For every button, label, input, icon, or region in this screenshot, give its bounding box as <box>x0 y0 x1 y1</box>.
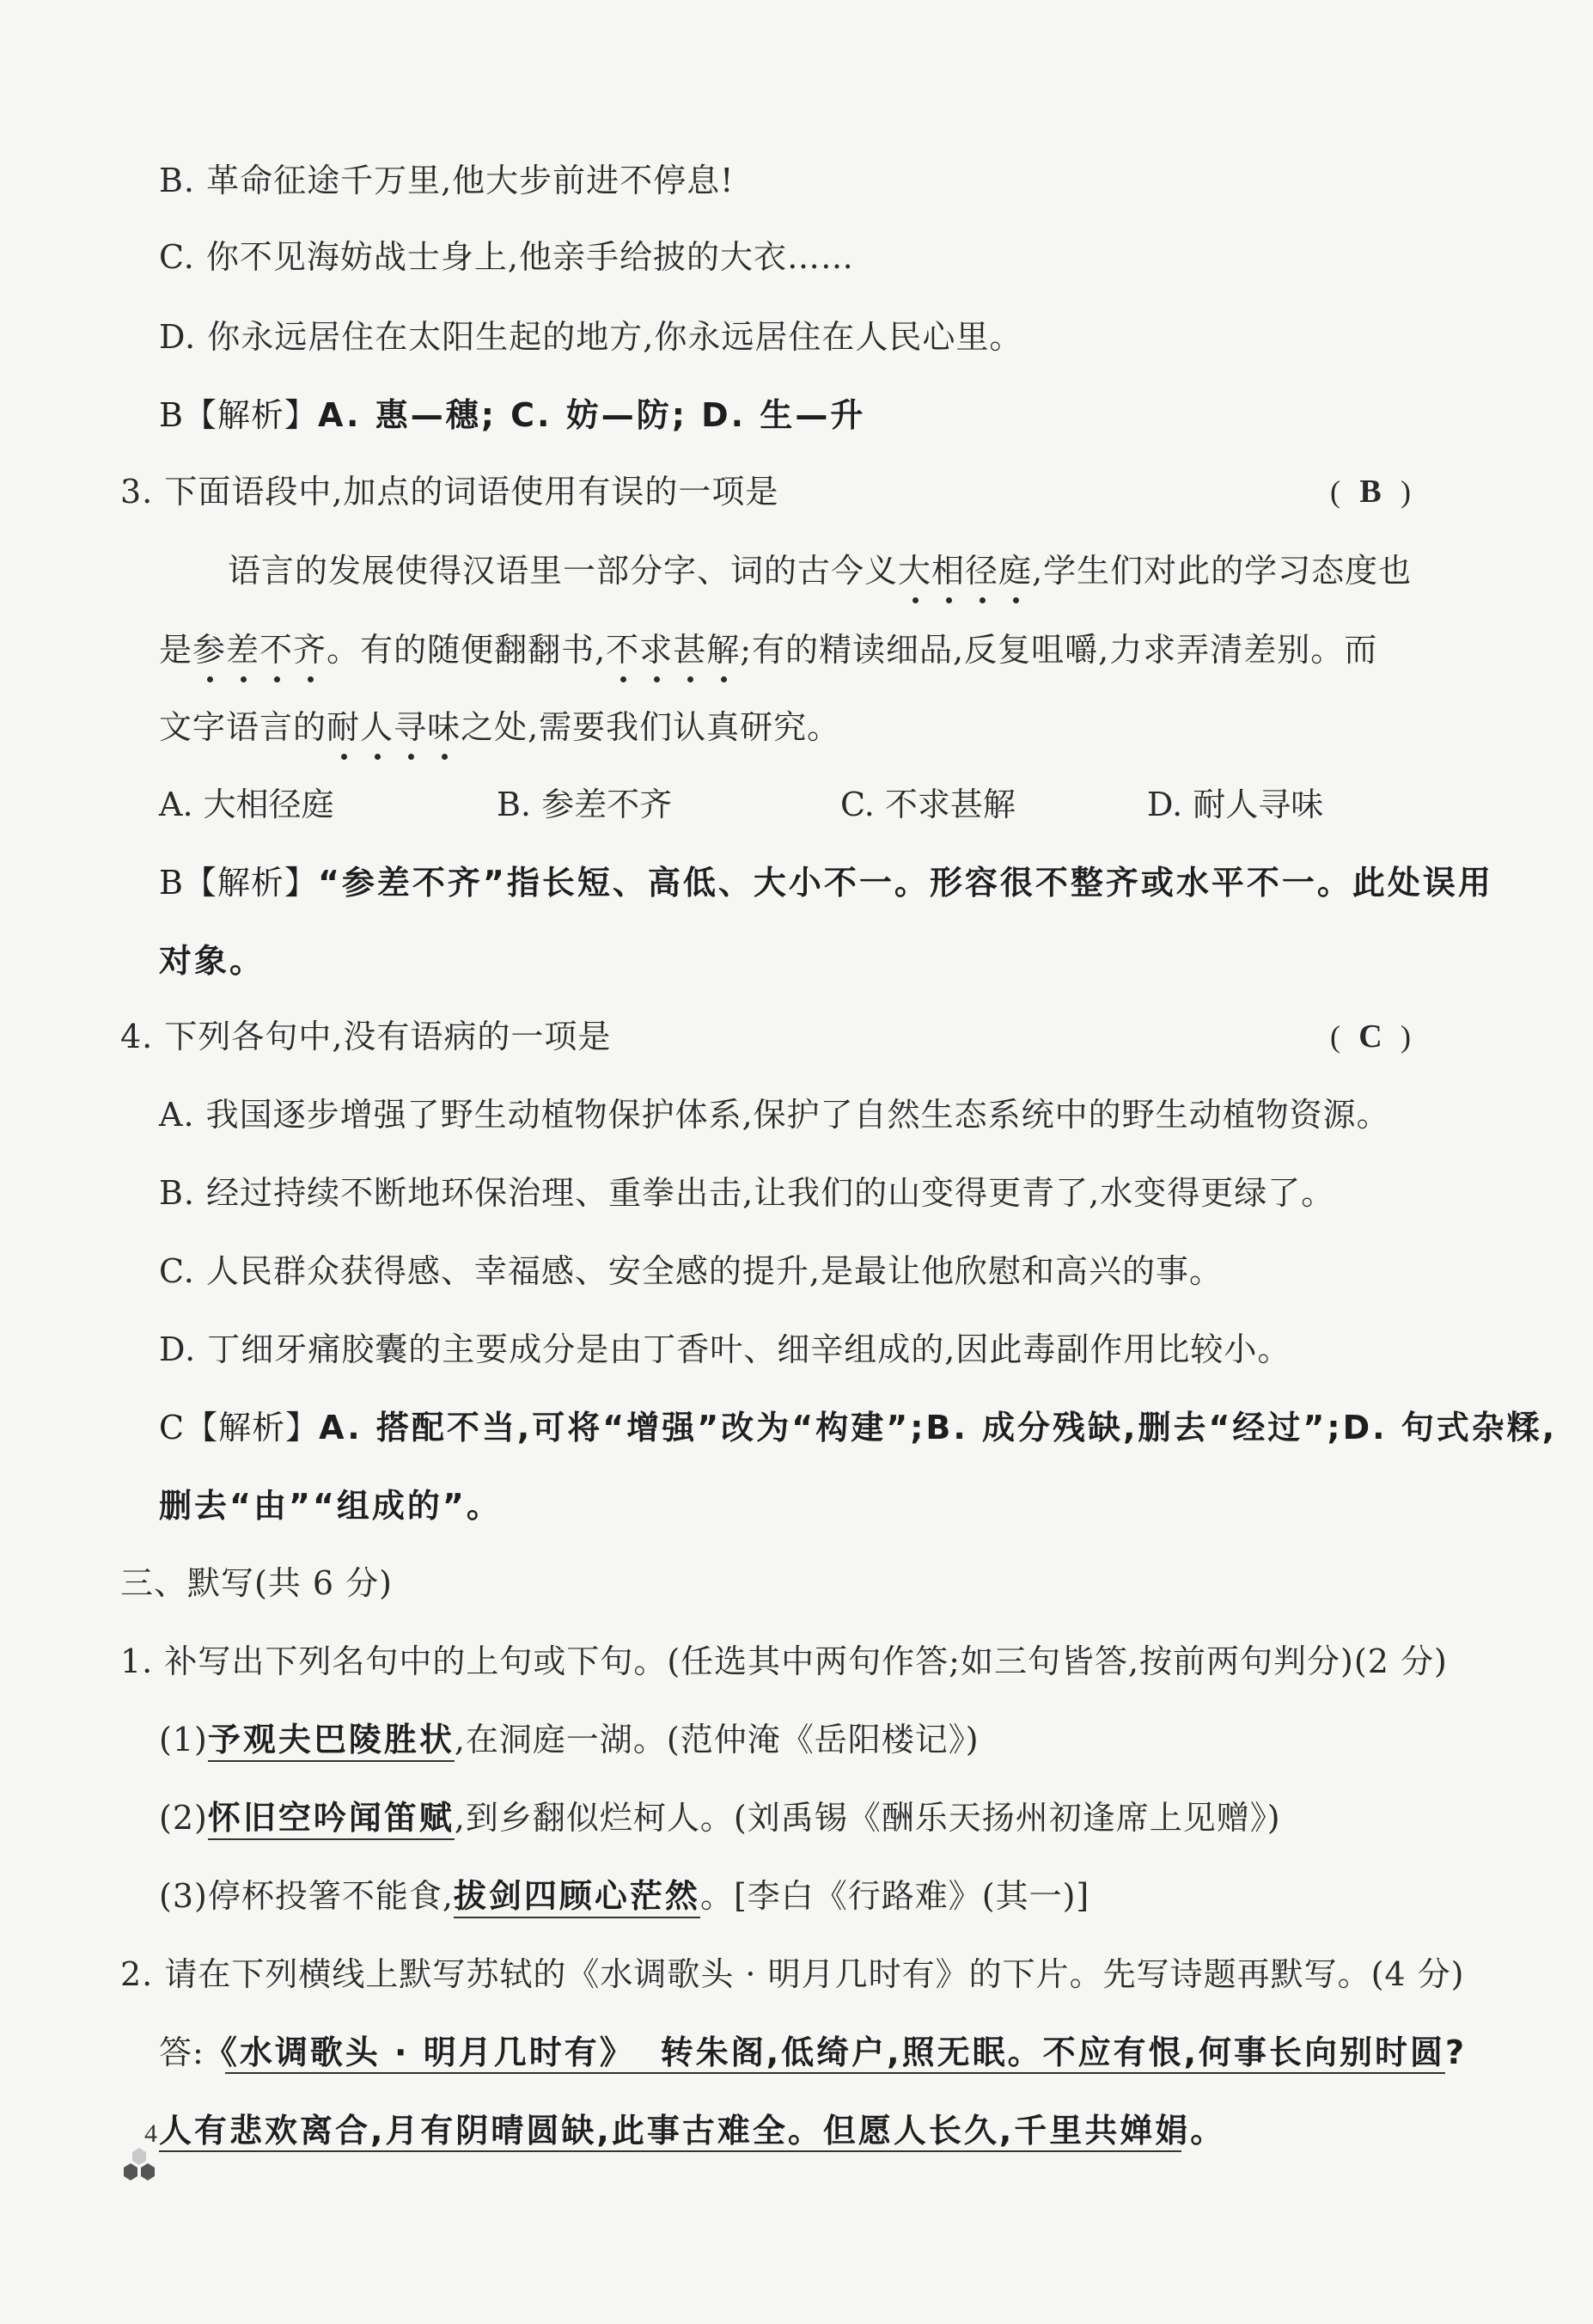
s3-q2-answer-title: 《水调歌头 · 明月几时有》 <box>204 2034 635 2071</box>
item-number: (1) <box>159 1721 208 1758</box>
q4-analysis-line1 <box>159 1407 1557 1448</box>
q4-analysis-label: C【解析】 <box>159 1409 320 1446</box>
emphasis-dot-char: 甚 <box>673 631 707 669</box>
s3-q2-answer-text-1: 转朱阁,低绮户,照无眠。不应有恨,何事长向别时圆? <box>660 2034 1468 2071</box>
q3-dotted-word-4 <box>327 708 461 746</box>
emphasis-dot-char: 齐 <box>293 631 327 669</box>
q3-para-text: 语言的发展使得汉语里一部分字、词的古今义 <box>228 552 899 590</box>
emphasis-dot-char: 差 <box>226 631 260 669</box>
item-number: (2) <box>159 1799 208 1837</box>
q2-analysis-label: B【解析】 <box>159 396 318 434</box>
q2-analysis-text: A. 惠—穗; C. 妨—防; D. 生—升 <box>317 396 866 434</box>
answer-label: 答: <box>159 2034 204 2071</box>
q3-answer-open: ( <box>1330 474 1340 509</box>
item-text: ,到乡翻似烂柯人。(刘禹锡《酬乐天扬州初逢席上见赠》) <box>454 1799 1281 1837</box>
s3-q2-question: 2. 请在下列横线上默写苏轼的《水调歌头 · 明月几时有》的下片。先写诗题再默写。(4 分) <box>120 1955 1465 1993</box>
emphasis-dot-char: 人 <box>360 708 394 746</box>
emphasis-dot-char: 径 <box>965 552 999 590</box>
emphasis-dot-char: 求 <box>639 631 674 669</box>
s3-q2-answer-line1 <box>159 2032 1467 2073</box>
q4-answer: C <box>1358 1018 1382 1055</box>
item-text: (3)停杯投箸不能食, <box>159 1877 454 1915</box>
q4-option-a: A. 我国逐步增强了野生动植物保护体系,保护了自然生态系统中的野生动植物资源。 <box>159 1096 1390 1134</box>
emphasis-dot-char: 庭 <box>998 552 1033 590</box>
s3-q1-item2 <box>159 1797 1281 1838</box>
emphasis-dot-char: 寻 <box>394 708 428 746</box>
q3-paragraph-line3 <box>159 706 840 748</box>
emphasis-dot-char: 味 <box>427 708 461 746</box>
emphasis-dot-char: 大 <box>898 552 932 590</box>
emphasis-dot-char: 耐 <box>327 708 361 746</box>
section3-title: 三、默写(共 6 分) <box>120 1564 393 1602</box>
q3-analysis-line2: 对象。 <box>159 942 266 980</box>
q3-dotted-word-2 <box>192 631 327 669</box>
q3-answer-mark <box>1330 471 1411 512</box>
s3-q1-item3-answer: 拔剑四顾心茫然 <box>454 1877 700 1918</box>
q3-para-text: 。有的随便翻翻书, <box>327 631 607 669</box>
q4-answer-open: ( <box>1330 1019 1340 1054</box>
item-text: 。[李白《行路难》(其一)] <box>699 1877 1090 1915</box>
q3-analysis-label: B【解析】 <box>159 864 318 902</box>
q3-answer-close: ) <box>1401 474 1411 509</box>
s3-q2-answer-line2: 人有悲欢离合,月有阴晴圆缺,此事古难全。但愿人长久,千里共婵娟。 <box>159 2112 1226 2150</box>
q3-dotted-word-3 <box>606 631 740 669</box>
q3-paragraph-line2 <box>159 629 1377 670</box>
q4-analysis-line2: 删去“由”“组成的”。 <box>159 1487 502 1525</box>
q3-question: 3. 下面语段中,加点的词语使用有误的一项是 <box>120 473 779 511</box>
q3-option-c: C. 不求甚解 <box>840 786 1016 823</box>
q2-option-c: C. 你不见海妨战士身上,他亲手给披的大衣…… <box>159 238 854 276</box>
q2-option-d: D. 你永远居住在太阳生起的地方,你永远居住在人民心里。 <box>159 318 1023 356</box>
emphasis-dot-char: 相 <box>931 552 966 590</box>
q4-option-c: C. 人民群众获得感、幸福感、安全感的提升,是最让他欣慰和高兴的事。 <box>159 1252 1223 1290</box>
q4-option-b: B. 经过持续不断地环保治理、重拳出击,让我们的山变得更青了,水变得更绿了。 <box>159 1174 1335 1212</box>
answer-underline-2 <box>159 2150 1181 2152</box>
q2-analysis <box>159 394 865 436</box>
q3-analysis-line1 <box>159 862 1493 903</box>
s3-q1-item1-answer: 予观夫巴陵胜状 <box>208 1721 455 1762</box>
emphasis-dot-char: 不 <box>606 631 640 669</box>
q3-para-text: 是 <box>159 631 193 669</box>
item-text: ,在洞庭一湖。(范仲淹《岳阳楼记》) <box>454 1721 980 1758</box>
page-number: 4 <box>144 2119 157 2148</box>
s3-q1-question: 1. 补写出下列名句中的上句或下句。(任选其中两句作答;如三句皆答,按前两句判分)(2 分) <box>120 1642 1448 1680</box>
q4-question: 4. 下列各句中,没有语病的一项是 <box>120 1018 612 1055</box>
q3-option-b: B. 参差不齐 <box>497 786 673 823</box>
q4-option-d: D. 丁细牙痛胶囊的主要成分是由丁香叶、细辛组成的,因此毒副作用比较小。 <box>159 1330 1291 1368</box>
q4-answer-close: ) <box>1401 1019 1411 1054</box>
q3-para-text: ;有的精读细品,反复咀嚼,力求弄清差别。而 <box>740 631 1378 669</box>
s3-q1-item2-answer: 怀旧空吟闻笛赋 <box>208 1799 455 1840</box>
q4-analysis-text: A. 搭配不当,可将“增强”改为“构建”;B. 成分残缺,删去“经过”;D. 句式杂糅, <box>319 1409 1558 1446</box>
emphasis-dot-char: 解 <box>706 631 741 669</box>
q3-analysis-text: “参差不齐”指长短、高低、大小不一。形容很不整齐或水平不一。此处误用 <box>317 864 1493 902</box>
s3-q1-item1 <box>159 1719 980 1760</box>
emphasis-dot-char: 不 <box>259 631 294 669</box>
q3-option-d: D. 耐人寻味 <box>1147 786 1324 823</box>
q3-paragraph-line1 <box>228 550 1412 591</box>
emphasis-dot-char: 参 <box>192 631 227 669</box>
q3-dotted-word-1 <box>898 552 1032 590</box>
q3-para-text: 文字语言的 <box>159 708 327 746</box>
s3-q1-item3 <box>159 1875 1089 1917</box>
q2-option-b: B. 革命征途千万里,他大步前进不停息! <box>159 162 735 199</box>
q4-answer-mark <box>1330 1016 1411 1057</box>
answer-underline-1 <box>225 2072 1445 2074</box>
q3-para-text: 之处,需要我们认真研究。 <box>461 708 841 746</box>
q3-para-text: ,学生们对此的学习态度也 <box>1032 552 1413 590</box>
q3-answer: B <box>1359 474 1382 510</box>
q3-option-a: A. 大相径庭 <box>159 786 334 823</box>
